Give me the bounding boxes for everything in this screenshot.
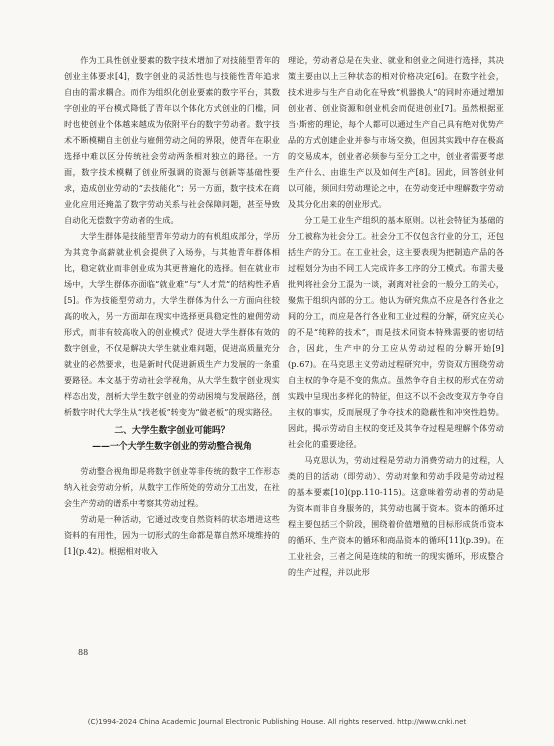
body-paragraph: 分工是工业生产组织的基本原则。以社会特征为基础的分工被称为社会分工。社会分工不仅包含行业的分工，还包括生产的分工。在工业社会，这主要表现为把制造产品的各过程划分为由不同工人完成许多工序的分工模式。布雷夫曼批判将社会分工混为一谈，剥离对社会的一般分工的关心，聚焦于组织内部的分工。他认为研究焦点不应是各行各业之间的分工，而应是各行各业和工业过程的分解，研究应关心的不是“纯粹的技术”，而是技术同资本特殊需要的密切结合，因此，生产中的分工应从劳动过程的分解开始[9](p.67)。在马克思主义劳动过程研究中，劳资双方围绕劳动自主权的争夺是不变的焦点。虽然争夺自主权的形式在劳动实践中呈现出多样化的特征，但这不以不会改变双方争夺自主权的事实，反而展现了争夺技术的隐蔽性和冲突性趋势。因此，揭示劳动自主权的变迁及其争夺过程是理解个体劳动社会化的重要途径。 <box>288 215 504 449</box>
section-subtitle: ——一个大学生数字创业的劳动整合视角 <box>92 442 252 452</box>
right-column <box>288 52 504 580</box>
body-paragraph: 作为工具性创业要素的数字技术增加了对技能型青年的创业主体要求[4]，数字创业的灵活性也与技能性青年追求自由的需求耦合。而作为组织化创业要素的数字平台，其数字创业的平台模式降低了青年以个体化方式创业的门槛，同时也使创业个体越来越成为依附平台的数字劳动者。数字技术不断模糊自主创业与雇佣劳动之间的界限，使青年在职业选择中难以区分传统社会劳动两条相对独立的路径。一方面，数字技术模糊了创业所强调的资源与创新等基础性要求，造成创业劳动的“去技能化”；另一方面，数字技术在商业化应用还掩盖了数字劳动关系与社会保障问题，甚至导致自动化无偿数字劳动者的生成。 <box>64 55 280 225</box>
page-number: 88 <box>78 648 89 657</box>
body-paragraph: 大学生群体是技能型青年劳动力的有机组成部分，学历为其竞争高薪就业机会提供了入场券，与其他青年群体相比，稳定就业而非创业成为其更普遍化的选择。但在就业市场中，大学生群体亦面临“就业难”与“人才荒”的结构性矛盾[5]。作为技能型劳动力，大学生群体为什么一方面向往较高的收入，另一方面却在现实中选择更具稳定性的雇佣劳动形式，而非有较高收入的创业模式？促进大学生群体有效的数字创业，不仅是解决大学生就业难问题，促进高质量充分就业的必然要求，也是新时代促进新质生产力发展的一条重要路径。本文基于劳动社会学视角，从大学生数字创业现实样态出发，剖析大学生数字创业的劳动困境与发展路径，剖析数字时代大学生从“找老板”转变为“做老板”的现实路径。 <box>64 231 280 417</box>
body-paragraph: 理论，劳动者总是在失业、就业和创业之间进行选择，其决策主要由以上三种状态的相对价格决定[6]。在数字社会，技术进步与生产自动化在导致“机器换人”的同时亦通过增加创业者、创业资源和创业机会而促进创业[7]。虽然根据亚当·斯密的理论，每个人都可以通过生产自己具有绝对优势产品的方式创建企业并参与市场交换，但因其实践中存在极高的交易成本，创业者必须参与至分工之中，创业者需要考虑生产什么、由谁生产以及如何生产[8]。因此，回答创业何以可能，须回归劳动理论之中，在劳动变迁中理解数字劳动及其分化出来的创业形式。 <box>288 55 504 209</box>
body-paragraph: 马克思认为，劳动过程是劳动力消费劳动力的过程，人类的目的活动（即劳动）、劳动对象和劳动手段是劳动过程的基本要素[10](pp.110-115)。这意味着劳动者的劳动是为资本而非自身服务的，其劳动也属于资本。资本的循环过程主要包括三个阶段，围绕着价值增殖的目标形成货币资本的循环、生产资本的循环和商品资本的循环[11](p.39)。在工业社会，三者之间是连续的和统一的现实循环，形成整合的生产过程，并以此形 <box>288 455 504 577</box>
section-heading <box>64 423 280 455</box>
section-title: 二、大学生数字创业可能吗？ <box>114 426 230 436</box>
copyright-footer: (C)1994-2024 China Academic Journal Electronic Publishing House. All rights reserved. http://www.cnki.net <box>87 717 467 726</box>
body-paragraph: 劳动整合视角即是将数字创业等非传统的数字工作形态纳入社会劳动分析，从数字工作所处的劳动分工出发，在社会生产劳动的谱系中考察其劳动过程。 <box>64 466 280 508</box>
body-paragraph: 劳动是一种活动，它通过改变自然资料的状态增进这些资料的有用性，因为一切形式的生命都是靠自然环境维持的[1](p.42)。根据相对收入 <box>64 514 280 556</box>
left-column <box>64 52 280 559</box>
